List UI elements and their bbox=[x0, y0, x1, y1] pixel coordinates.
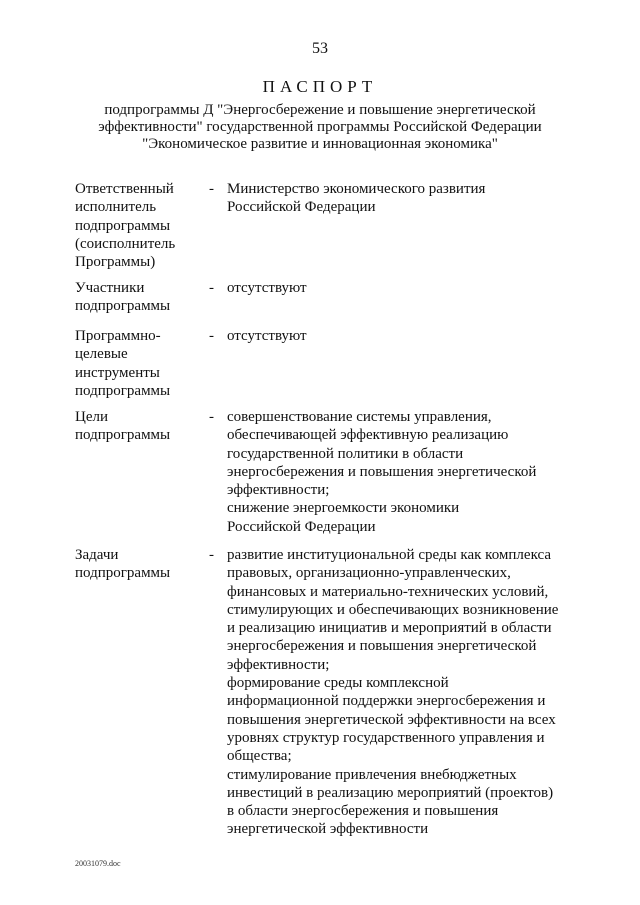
footer-filename: 20031079.doc bbox=[75, 859, 121, 868]
row-label-line: Участники bbox=[75, 280, 145, 296]
row-value-line: государственной политики в области bbox=[227, 445, 464, 462]
row-value-line: эффективности; bbox=[227, 656, 330, 673]
row-value-line: обеспечивающей эффективную реализацию bbox=[227, 427, 509, 444]
row-value-line: энергосбережения и повышения энергетической bbox=[227, 638, 537, 655]
row-label-line: Цели bbox=[75, 409, 109, 425]
row-value-line: финансовых и материально-технических условий, bbox=[227, 583, 549, 600]
row-label-line: Программно- bbox=[75, 328, 161, 344]
row-value-line: формирование среды комплексной bbox=[227, 675, 449, 692]
row-value-line: снижение энергоемкости экономики bbox=[227, 500, 460, 517]
row-value-line: Российской Федерации bbox=[227, 518, 376, 535]
row-dash: - bbox=[209, 547, 214, 563]
row-value-line: эффективности; bbox=[227, 482, 330, 499]
row-value bbox=[227, 279, 572, 297]
row-label bbox=[75, 546, 200, 583]
subtitle-line: эффективности" государственной программы Российской Федерации bbox=[98, 119, 542, 135]
row-value-line: стимулирующих и обеспечивающих возникновение bbox=[227, 601, 559, 618]
document-title: ПАСПОРТ bbox=[262, 77, 378, 96]
row-value-line: общества; bbox=[227, 748, 292, 765]
row-value-line: уровнях структур государственного управления и bbox=[227, 729, 545, 746]
row-value-line: отсутствуют bbox=[227, 280, 307, 296]
row-dash: - bbox=[209, 181, 214, 197]
row-label bbox=[75, 327, 200, 400]
row-label-line: Задачи bbox=[75, 547, 119, 563]
subtitle bbox=[80, 102, 560, 153]
row-label-line: целевые bbox=[75, 346, 128, 363]
row-value-line: информационной поддержки энергосбережения и bbox=[227, 693, 546, 710]
row-label-line: инструменты bbox=[75, 364, 160, 381]
row-label bbox=[75, 279, 200, 316]
row-value-line: отсутствуют bbox=[227, 328, 307, 344]
row-value bbox=[227, 180, 572, 217]
row-value-line: инвестиций в реализацию мероприятий (проектов) bbox=[227, 784, 554, 801]
row-value-line: Министерство экономического развития bbox=[227, 181, 486, 197]
row-value-line: стимулирование привлечения внебюджетных bbox=[227, 766, 517, 783]
row-value bbox=[227, 327, 572, 345]
row-value-line: развитие институциональной среды как комплекса bbox=[227, 547, 551, 563]
row-label-line: Программы) bbox=[75, 254, 156, 271]
subtitle-line: "Экономическое развитие и инновационная экономика" bbox=[142, 136, 498, 152]
row-label-line: (соисполнитель bbox=[75, 235, 176, 252]
row-dash: - bbox=[209, 328, 214, 344]
row-label-line: подпрограммы bbox=[75, 565, 171, 582]
row-value bbox=[227, 408, 572, 536]
row-label bbox=[75, 408, 200, 445]
row-label-line: подпрограммы bbox=[75, 298, 171, 315]
row-value bbox=[227, 546, 572, 839]
row-value-line: и реализацию инициатив и мероприятий в области bbox=[227, 620, 552, 637]
row-value-line: энергетической эффективности bbox=[227, 821, 429, 838]
row-label-line: Ответственный bbox=[75, 181, 174, 197]
row-dash: - bbox=[209, 409, 214, 425]
row-label-line: подпрограммы bbox=[75, 217, 171, 234]
page-number: 53 bbox=[312, 40, 328, 57]
row-label-line: подпрограммы bbox=[75, 427, 171, 444]
row-value-line: энергосбережения и повышения энергетической bbox=[227, 463, 537, 480]
row-value-line: правовых, организационно-управленческих, bbox=[227, 565, 511, 582]
row-label-line: исполнитель bbox=[75, 199, 157, 216]
row-dash: - bbox=[209, 280, 214, 296]
subtitle-line: подпрограммы Д "Энергосбережение и повышение энергетической bbox=[104, 102, 536, 118]
row-value-line: в области энергосбережения и повышения bbox=[227, 803, 499, 820]
row-value-line: Российской Федерации bbox=[227, 199, 376, 216]
row-value-line: повышения энергетической эффективности на всех bbox=[227, 711, 556, 728]
row-value-line: совершенствование системы управления, bbox=[227, 409, 492, 425]
row-label bbox=[75, 180, 200, 271]
row-label-line: подпрограммы bbox=[75, 382, 171, 399]
